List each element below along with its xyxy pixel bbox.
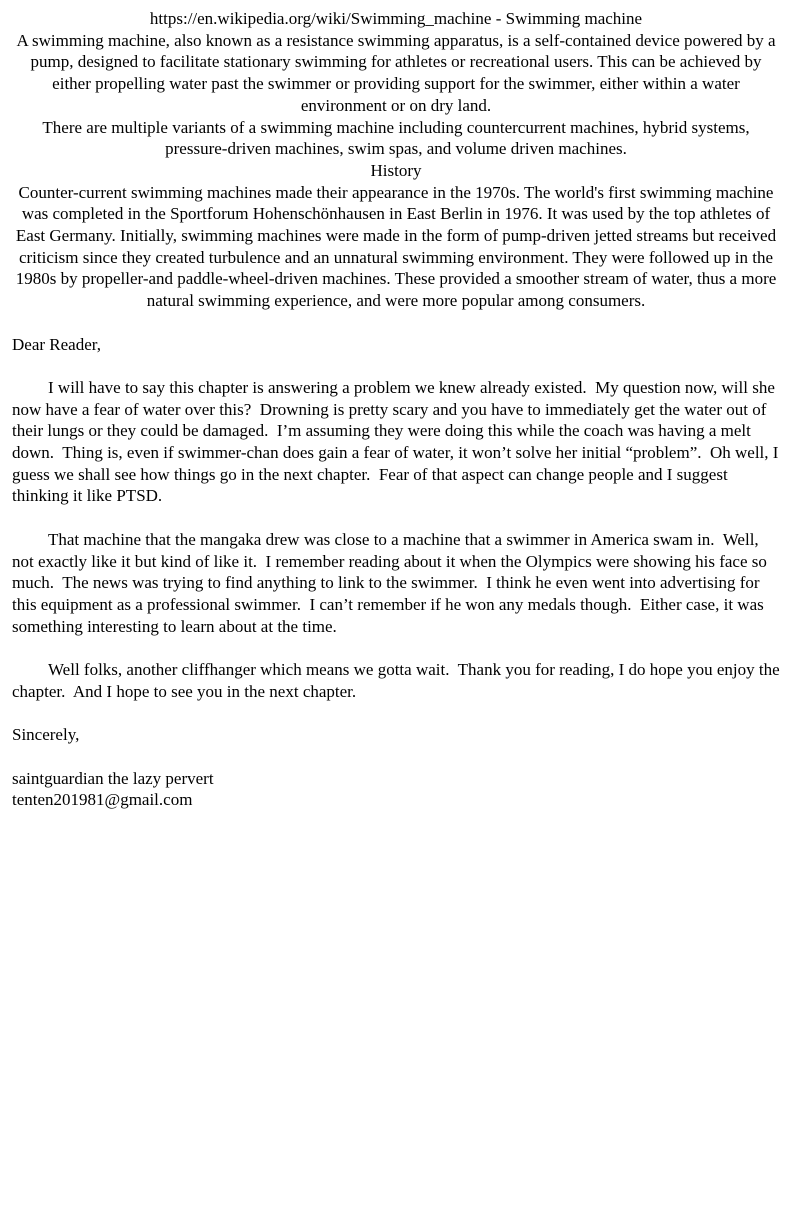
history-paragraph: Counter-current swimming machines made their appearance in the 1970s. The world's first swimming machine was completed in the Sportforum Hohenschönhausen in East Berlin in 1976. It was used by the top athletes of East Germany. Initially, swimming machines were made in the form of pump-driven jetted streams but received criticism since they created turbulence and an unnatural swimming environment. They were followed up in the 1980s by propeller-and paddle-wheel-driven machines. These provided a smoother stream of water, thus a more natural swimming experience, and were more popular among consumers.	[15, 182, 781, 311]
excerpt-intro-paragraph: A swimming machine, also known as a resistance swimming apparatus, is a self-contained device powered by a pump, designed to facilitate stationary swimming for athletes or recreational users. This can be achieved by either propelling water past the swimmer or providing support for the swimmer, either within a water environment or on dry land.	[16, 30, 780, 115]
letter-closing: Sincerely,	[12, 725, 80, 745]
history-heading: History	[370, 160, 422, 180]
signature-name: saintguardian the lazy pervert	[12, 768, 214, 788]
source-url-line: https://en.wikipedia.org/wiki/Swimming_machine - Swimming machine	[149, 9, 643, 28]
letter-salutation: Dear Reader,	[12, 334, 101, 354]
letter-paragraph-3: Well folks, another cliffhanger which means we gotta wait. Thank you for reading, I do hope you enjoy the chapter. And I hope to see you in the next chapter.	[12, 660, 784, 701]
signature-email: tenten201981@gmail.com	[12, 790, 193, 810]
wikipedia-excerpt	[12, 8, 780, 312]
letter-paragraph-1: I will have to say this chapter is answering a problem we knew already existed. My question now, will she now have a fear of water over this? Drowning is pretty scary and you have to immediately get the water out of their lungs or they could be damaged. I’m assuming they were doing this while the coach was having a melt down. Thing is, even if swimmer-chan does gain a fear of water, it won’t solve her initial “problem”. Oh well, I guess we shall see how things go in the next chapter. Fear of that aspect can change people and I suggest thinking it like PTSD.	[12, 377, 783, 506]
reader-letter	[12, 334, 784, 811]
letter-paragraph-2: That machine that the mangaka drew was close to a machine that a swimmer in America swam in. Well, not exactly like it but kind of like it. I remember reading about it when the Olympics were showing his face so much. The news was trying to find anything to link to the swimmer. I think he even went into advertising for this equipment as a professional swimmer. I can’t remember if he won any medals though. Either case, it was something interesting to learn about at the time.	[12, 529, 772, 636]
excerpt-variants-paragraph: There are multiple variants of a swimming machine including countercurrent machines, hybrid systems, pressure-driven machines, swim spas, and volume driven machines.	[42, 117, 754, 159]
